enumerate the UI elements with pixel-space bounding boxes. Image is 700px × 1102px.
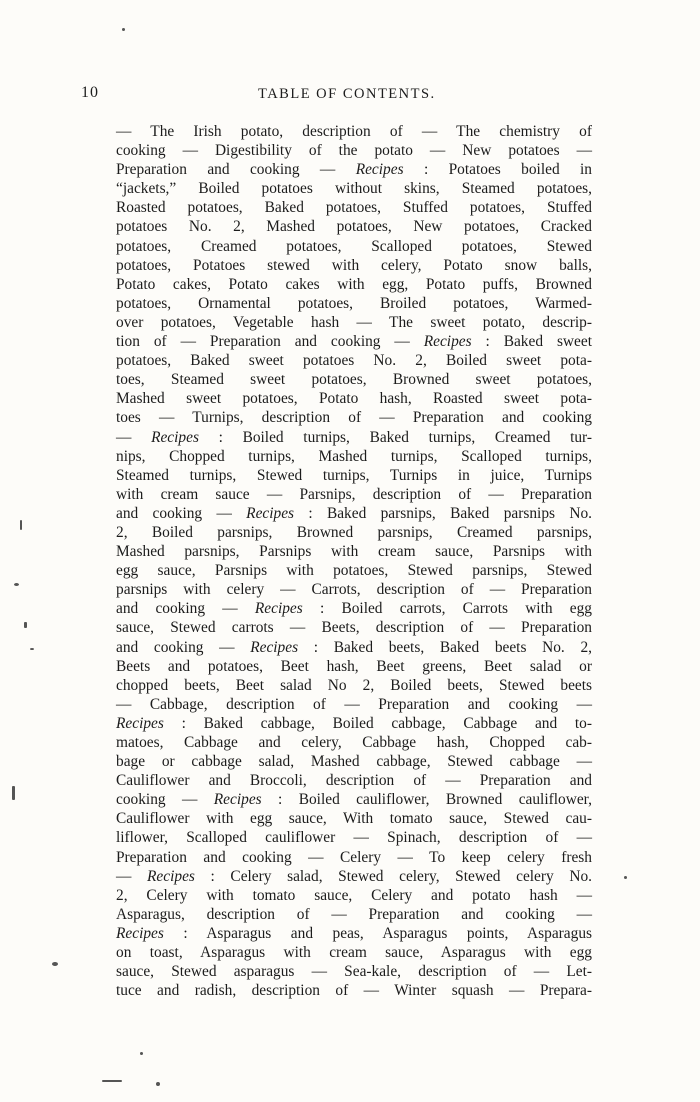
scan-speck bbox=[20, 520, 22, 530]
text-line: Mashed parsnips, Parsnips with cream sauce, Parsnips with bbox=[116, 543, 592, 561]
text-line: potatoes No. 2, Mashed potatoes, New potatoes, Cracked bbox=[116, 218, 592, 236]
page-number: 10 bbox=[81, 84, 99, 101]
text-line: potatoes, Potatoes stewed with celery, Potato snow balls, bbox=[116, 256, 592, 274]
recipes-label: Recipes bbox=[116, 714, 164, 732]
text-line: cooking — Recipes : Boiled cauliflower, Browned cauliflower, bbox=[116, 791, 593, 809]
text-line: chopped beets, Beet salad No 2, Boiled beets, Stewed beets bbox=[116, 676, 592, 694]
scan-speck bbox=[102, 1080, 122, 1082]
text-line: cooking — Digestibility of the potato — New potatoes — bbox=[116, 142, 592, 160]
running-head: TABLE OF CONTENTS. bbox=[258, 86, 436, 102]
text-line: Preparation and cooking — Recipes : Potatoes boiled in bbox=[116, 161, 592, 179]
text-line: nips, Chopped turnips, Mashed turnips, Scalloped turnips, bbox=[116, 447, 592, 465]
text-line: parsnips with celery — Carrots, description of — Preparation bbox=[116, 581, 592, 599]
recipes-label: Recipes bbox=[423, 333, 472, 351]
text-line: 2, Celery with tomato sauce, Celery and potato hash — bbox=[116, 886, 592, 904]
text-line: “jackets,” Boiled potatoes without skins, Steamed potatoes, bbox=[116, 180, 592, 198]
scan-speck bbox=[24, 622, 27, 628]
text-line: Beets and potatoes, Beet hash, Beet greens, Beet salad or bbox=[116, 657, 592, 675]
scan-speck bbox=[30, 648, 34, 650]
recipes-label: Recipes bbox=[254, 600, 303, 618]
recipes-label: Recipes bbox=[147, 867, 195, 885]
scan-speck bbox=[122, 28, 125, 31]
text-line: Preparation and cooking — Celery — To keep celery fresh bbox=[116, 848, 592, 866]
text-line: — The Irish potato, description of — The chemistry of bbox=[116, 123, 592, 140]
text-line: Potato cakes, Potato cakes with egg, Potato puffs, Browned bbox=[116, 275, 592, 293]
text-line: potatoes, Baked sweet potatoes No. 2, Boiled sweet pota- bbox=[116, 352, 592, 370]
recipes-label: Recipes bbox=[250, 638, 299, 656]
scan-speck bbox=[12, 786, 15, 800]
text-line: Cauliflower with egg sauce, With tomato sauce, Stewed cau- bbox=[116, 810, 592, 828]
text-line: Cauliflower and Broccoli, description of — Preparation and bbox=[116, 772, 592, 790]
scan-speck bbox=[52, 962, 58, 966]
text-line: tuce and radish, description of — Winter squash — Prepara- bbox=[116, 982, 592, 1000]
text-line: on toast, Asparagus with cream sauce, Asparagus with egg bbox=[116, 944, 592, 962]
text-line: sauce, Stewed carrots — Beets, description of — Preparation bbox=[116, 619, 592, 637]
text-line: Recipes : Asparagus and peas, Asparagus points, Asparagus bbox=[116, 924, 592, 942]
recipes-label: Recipes bbox=[213, 791, 262, 809]
text-line: toes — Turnips, description of — Preparation and cooking bbox=[116, 409, 592, 427]
scan-speck bbox=[624, 876, 627, 879]
scan-speck bbox=[14, 583, 19, 586]
text-line: matoes, Cabbage and celery, Cabbage hash, Chopped cab- bbox=[116, 734, 592, 751]
text-line: tion of — Preparation and cooking — Recipes : Baked sweet bbox=[116, 333, 592, 351]
recipes-label: Recipes bbox=[116, 924, 164, 942]
recipes-label: Recipes bbox=[151, 428, 199, 446]
scan-speck bbox=[140, 1052, 143, 1055]
text-line: toes, Steamed sweet potatoes, Browned sweet potatoes, bbox=[116, 371, 592, 389]
recipes-label: Recipes bbox=[246, 504, 295, 522]
text-line: Mashed sweet potatoes, Potato hash, Roasted sweet pota- bbox=[116, 390, 592, 408]
text-line: potatoes, Creamed potatoes, Scalloped potatoes, Stewed bbox=[116, 237, 592, 255]
text-line: 2, Boiled parsnips, Browned parsnips, Creamed parsnips, bbox=[116, 523, 592, 541]
text-line: bage or cabbage salad, Mashed cabbage, Stewed cabbage — bbox=[116, 753, 592, 771]
text-line: Asparagus, description of — Preparation and cooking — bbox=[116, 905, 592, 923]
text-line: Steamed turnips, Stewed turnips, Turnips in juice, Turnips bbox=[116, 466, 592, 484]
text-line: over potatoes, Vegetable hash — The sweet potato, descrip- bbox=[116, 313, 592, 331]
text-line: and cooking — Recipes : Boiled carrots, Carrots with egg bbox=[116, 600, 592, 618]
text-line: egg sauce, Parsnips with potatoes, Stewed parsnips, Stewed bbox=[116, 562, 592, 580]
text-line: with cream sauce — Parsnips, description of — Preparation bbox=[116, 485, 592, 503]
text-line: liflower, Scalloped cauliflower — Spinach, description of — bbox=[116, 829, 592, 847]
scan-speck bbox=[156, 1082, 160, 1086]
text-line: and cooking — Recipes : Baked beets, Baked beets No. 2, bbox=[116, 638, 592, 656]
text-line: — Recipes : Boiled turnips, Baked turnips, Creamed tur- bbox=[116, 428, 592, 446]
text-line: Recipes : Baked cabbage, Boiled cabbage, Cabbage and to- bbox=[116, 714, 592, 732]
text-line: — Cabbage, description of — Preparation and cooking — bbox=[116, 695, 592, 713]
text-line: and cooking — Recipes : Baked parsnips, Baked parsnips No. bbox=[116, 504, 592, 522]
table-of-contents-body bbox=[116, 122, 592, 1000]
text-line: sauce, Stewed asparagus — Sea-kale, description of — Let- bbox=[116, 963, 592, 981]
recipes-label: Recipes bbox=[355, 161, 404, 179]
text-line: Roasted potatoes, Baked potatoes, Stuffed potatoes, Stuffed bbox=[116, 199, 592, 217]
text-line: — Recipes : Celery salad, Stewed celery, Stewed celery No. bbox=[116, 867, 592, 885]
text-line: potatoes, Ornamental potatoes, Broiled potatoes, Warmed- bbox=[116, 294, 592, 312]
